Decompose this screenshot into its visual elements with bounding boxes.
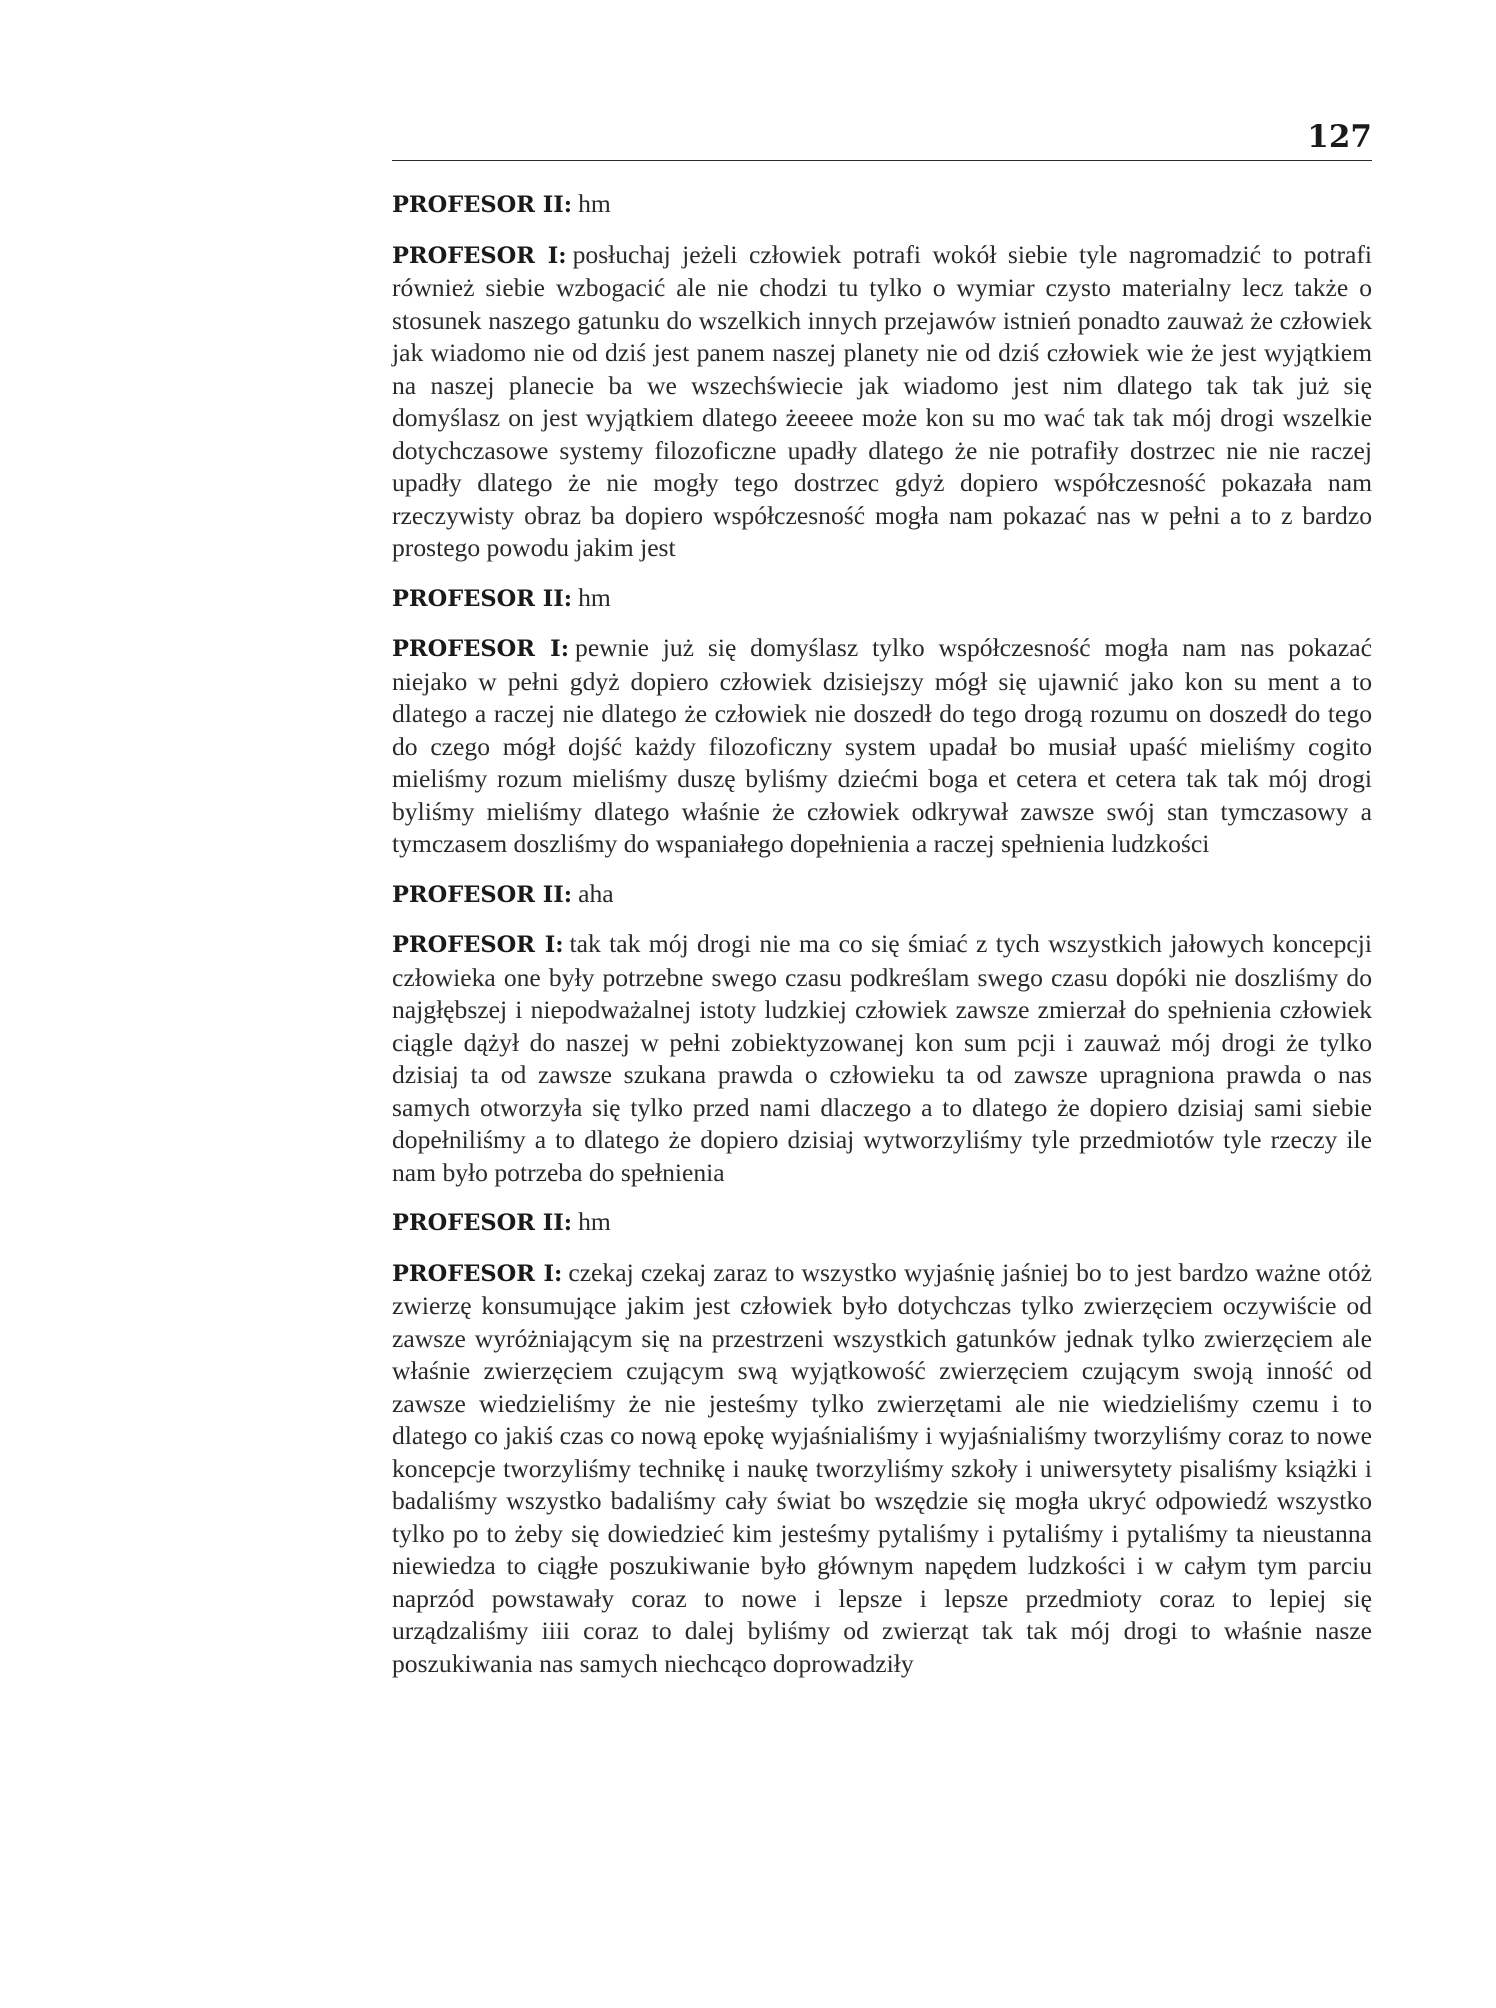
- speaker-name: PROFESOR II:: [392, 1210, 573, 1236]
- utterance: pewnie już się domyślasz tylko współczesność mogła nam nas pokazać niejako w pełni gdyż dopiero człowiek dzisiejszy mógł się ujawnić jako kon su ment a to dlatego a raczej nie dlatego że człowiek nie doszedł do tego drogą rozumu on doszedł do tego do czego mógł dojść każdy filozoficzny system upadał bo musiał upaść mieliśmy cogito mieliśmy rozum mieliśmy duszę byliśmy dziećmi boga et cetera et cetera tak tak mój drogi byliśmy mieliśmy dlatego właśnie że człowiek odkrywał zawsze swój stan tymczasowy a tymczasem doszliśmy do wspaniałego dopełnienia a raczej spełnienia ludzkości: [392, 633, 1372, 858]
- utterance: czekaj czekaj zaraz to wszystko wyjaśnię jaśniej bo to jest bardzo ważne otóż zwierzę konsumujące jakim jest człowiek było dotychczas tylko zwierzęciem oczywiście od zawsze wyróżniającym się na przestrzeni wszystkich gatunków jednak tylko zwierzęciem ale właśnie zwierzęciem czującym swą wyjątkowość zwierzęciem czującym swoją inność od zawsze wiedzieliśmy że nie jesteśmy tylko zwierzętami ale nie wiedzieliśmy czemu i to dlatego co jakiś czas co nową epokę wyjaśnialiśmy i wyjaśnialiśmy tworzyliśmy coraz to nowe koncepcje tworzyliśmy technikę i naukę tworzyliśmy szkoły i uniwersytety pisaliśmy książki i badaliśmy wszystko badaliśmy cały świat bo wszędzie się mogła ukryć odpowiedź wszystko tylko po to żeby się dowiedzieć kim jesteśmy pytaliśmy i pytaliśmy i pytaliśmy ta nieustanna niewiedza to ciągłe poszukiwanie było głównym napędem ludzkości i w całym tym parciu naprzód powstawały coraz to nowe i lepsze i lepsze przedmioty coraz to lepiej się urządzaliśmy iiii coraz to dalej byliśmy od zwierząt tak tak mój drogi to właśnie nasze poszukiwania nas samych niechcąco doprowadziły: [392, 1257, 1372, 1678]
- dialogue-turn: [392, 188, 1372, 222]
- utterance: hm: [578, 189, 611, 218]
- page-number: 127: [1307, 119, 1372, 155]
- speaker-name: PROFESOR II:: [392, 192, 573, 218]
- dialogue-turn: [392, 928, 1372, 1189]
- dialogue-turn: [392, 1257, 1372, 1681]
- utterance: hm: [578, 582, 611, 612]
- speaker-name: PROFESOR I:: [392, 932, 564, 958]
- dialogue-turn: [392, 582, 1372, 616]
- speaker-name: PROFESOR II:: [392, 881, 573, 908]
- utterance: hm: [578, 1207, 611, 1236]
- dialogue-turn: [392, 1206, 1372, 1240]
- dialogue-text: [392, 188, 1372, 1697]
- dialogue-turn: [392, 878, 1372, 912]
- speaker-name: PROFESOR II:: [392, 585, 573, 612]
- speaker-name: PROFESOR I:: [392, 1260, 563, 1287]
- utterance: aha: [578, 878, 614, 908]
- utterance: tak tak mój drogi nie ma co się śmiać z tych wszystkich jałowych koncepcji człowieka one były potrzebne swego czasu podkreślam swego czasu dopóki nie doszliśmy do najgłębszej i niepodważalnej istoty ludzkiej człowiek zawsze zmierzał do spełnienia człowiek ciągle dążył do naszej w pełni zobiektyzowanej kon sum pcji i zauważ mój drogi że tylko dzisiaj ta od zawsze szukana prawda o człowieku ta od zawsze upragniona prawda o nas samych otworzyła się tylko przed nami dlaczego a to dlatego że dopiero dzisiaj sami siebie dopełniliśmy a to dlatego że dopiero dzisiaj wytworzyliśmy tyle przedmiotów tyle rzeczy ile nam było potrzeba do spełnienia: [392, 929, 1372, 1187]
- dialogue-turn: [392, 632, 1372, 861]
- utterance: posłuchaj jeżeli człowiek potrafi wokół siebie tyle nagromadzić to potrafi również siebie wzbogacić ale nie chodzi tu tylko o wymiar czysto materialny lecz także o stosunek naszego gatunku do wszelkich innych przejawów istnień ponadto zauważ że człowiek jak wiadomo nie od dziś jest panem naszej planety nie od dziś człowiek wie że jest wyjątkiem na naszej planecie ba we wszechświecie jak wiadomo jest nim dlatego tak tak już się domyślasz on jest wyjątkiem dlatego żeeeee może kon su mo wać tak tak mój drogi wszelkie dotychczasowe systemy filozoficzne upadły dlatego że nie potrafiły dostrzec nie nie raczej upadły dlatego że nie mogły tego dostrzec gdyż dopiero współczesność pokazała nam rzeczywisty obraz ba dopiero współczesność mogła nam pokazać nas w pełni a to z bardzo prostego powodu jakim jest: [392, 239, 1372, 562]
- dialogue-turn: [392, 239, 1372, 565]
- speaker-name: PROFESOR I:: [392, 242, 567, 269]
- page-header: [392, 118, 1372, 161]
- speaker-name: PROFESOR I:: [392, 636, 570, 662]
